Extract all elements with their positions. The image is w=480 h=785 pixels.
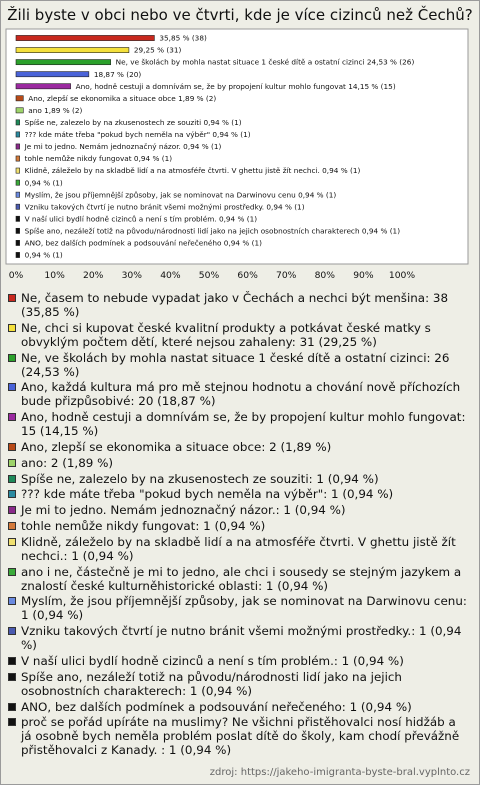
bar — [16, 132, 20, 137]
legend-swatch — [8, 538, 16, 546]
legend-swatch — [8, 627, 16, 635]
legend-text: Ne, časem to nebude vypadat jako v Čechách a nechci být menšina: 38 (35,85 %) — [21, 291, 449, 319]
legend-swatch — [8, 324, 16, 332]
bar — [16, 228, 20, 233]
bar — [16, 204, 20, 209]
bar-label: Spíše ne, zalezelo by na zkusenostech ze souziti 0,94 % (1) — [24, 117, 242, 127]
bar — [16, 252, 20, 257]
legend-swatch — [8, 522, 16, 530]
legend-swatch — [8, 506, 16, 514]
legend-item — [8, 291, 470, 319]
bar — [16, 144, 20, 149]
bar — [16, 72, 89, 77]
legend-swatch — [8, 490, 16, 498]
bar — [16, 240, 20, 245]
legend-swatch — [8, 703, 16, 711]
legend-item — [8, 456, 470, 470]
legend-item — [8, 594, 470, 622]
x-tick-label: 90% — [353, 270, 374, 281]
legend-item — [8, 487, 470, 501]
legend-text: Je mi to jedno. Nemám jednoznačný názor.: 1 (0,94 %) — [21, 503, 346, 518]
bar — [16, 47, 129, 52]
legend-swatch — [8, 294, 16, 302]
legend-item — [8, 519, 470, 533]
x-tick-label: 20% — [82, 270, 104, 281]
bar-label: Spíše ano, nezáleží totiž na původu/národnosti lidí jako na jejich osobnostních charakterech 0,94 % (1) — [24, 226, 401, 236]
legend-text: V naší ulici bydlí hodně cizinců a není s tím problém.: 1 (0,94 %) — [21, 653, 404, 668]
legend-text: Spíše ano, nezáleží totiž na původu/národnosti lidí jako na jejich osobnostních charakterech: 1 (0,94 %) — [21, 669, 402, 698]
bar — [16, 120, 20, 125]
bar-label: ANO, bez dalších podmínek a podsouvání neřečeného 0,94 % (1) — [24, 238, 262, 248]
legend-text: Ano, zlepší se ekonomika a situace obce: 2 (1,89 %) — [21, 439, 332, 454]
bar — [16, 108, 23, 113]
bar — [16, 168, 20, 173]
legend-swatch — [8, 657, 16, 665]
legend-text: Ano, každá kultura má pro mě stejnou hodnotu a chování nově příchozích bude přizpůsobivé: 20 (18,87 %) — [21, 380, 461, 409]
x-tick-label: 30% — [121, 270, 143, 281]
bar-label: 0,94 % (1) — [24, 250, 63, 260]
bar — [16, 192, 20, 197]
legend-text: proč se pořád upíráte na muslimy? Ne všichni přistěhovalci nosí hidžáb a já osobně bych neměla problém poslat dítě do školy, kam chodí převážně přistěhovalci z Kanady. : 1 (0,94 %) — [21, 715, 460, 758]
bar — [16, 60, 111, 65]
legend — [8, 291, 470, 759]
legend-item — [8, 472, 470, 486]
legend-item — [8, 440, 470, 454]
legend-item — [8, 700, 470, 714]
legend-text: Klidně, záleželo by na skladbě lidí a na atmosféře čtvrti. V ghettu jistě žít nechci.: 1 (0,94 %) — [21, 534, 456, 563]
x-tick-label: 10% — [44, 270, 65, 281]
legend-text: tohle nemůže nikdy fungovat: 1 (0,94 %) — [21, 518, 266, 533]
legend-text: ??? kde máte třeba "pokud bych neměla na výběr": 1 (0,94 %) — [21, 487, 394, 502]
bar — [16, 156, 20, 161]
legend-swatch — [8, 475, 16, 483]
bar — [16, 180, 20, 185]
bar-label: Je mi to jedno. Nemám jednoznačný názor. 0,94 % (1) — [24, 142, 222, 152]
legend-text: ano i ne, částečně je mi to jedno, ale chci i sousedy se stejným jazykem a znalostí české kulturněhistorické oblasti: 1 (0,94 %) — [21, 564, 462, 593]
legend-item — [8, 351, 470, 379]
bar-label: Ano, zlepší se ekonomika a situace obce 1,89 % (2) — [28, 93, 217, 103]
x-tick-label: 50% — [198, 270, 220, 281]
bar-label: tohle nemůže nikdy fungovat 0,94 % (1) — [24, 154, 173, 164]
legend-text: Ne, ve školách by mohla nastat situace 1 české dítě a ostatní cizinci: 26 (24,53 %) — [21, 350, 450, 379]
legend-text: Spíše ne, zalezelo by na zkusenostech ze souziti: 1 (0,94 %) — [21, 471, 379, 486]
chart-title: Žili byste v obci nebo ve čtvrti, kde je více cizinců než Čechů? — [7, 6, 473, 24]
bar — [16, 216, 20, 221]
legend-item — [8, 654, 470, 668]
legend-swatch — [8, 568, 16, 576]
legend-text: ano: 2 (1,89 %) — [21, 455, 114, 470]
legend-swatch — [8, 718, 16, 726]
legend-text: Ano, hodně cestuji a domnívám se, že by propojení kultur mohlo fungovat: 15 (14,15 %) — [21, 410, 466, 439]
bar-label: 0,94 % (1) — [24, 178, 63, 188]
legend-swatch — [8, 673, 16, 681]
legend-swatch — [8, 597, 16, 605]
legend-swatch — [8, 354, 16, 362]
bar-label: ano 1,89 % (2) — [28, 105, 83, 115]
x-tick-label: 60% — [237, 270, 258, 281]
x-tick-label: 70% — [275, 270, 297, 281]
bar-label: 18,87 % (20) — [93, 69, 142, 79]
legend-item — [8, 503, 470, 517]
legend-item — [8, 624, 470, 652]
legend-item — [8, 380, 470, 408]
bar-label: Ano, hodně cestuji a domnívám se, že by propojení kultur mohlo fungovat 14,15 % (15) — [75, 81, 396, 91]
bar — [16, 84, 71, 89]
bar-plot — [0, 0, 480, 290]
x-tick-label: 80% — [314, 270, 336, 281]
bar-label: Klidně, záleželo by na skladbě lidí a na atmosféře čtvrti. V ghettu jistě žít nechci. 0,94 % (1) — [24, 166, 361, 176]
bar — [16, 35, 154, 40]
legend-text: Myslím, že jsou příjemnější způsoby, jak se nominovat na Darwinovu cenu: 1 (0,94 %) — [21, 594, 467, 623]
x-tick-label: 40% — [160, 270, 181, 281]
bar-label: Ne, ve školách by mohla nastat situace 1 české dítě a ostatní cizinci 24,53 % (26) — [115, 57, 415, 67]
legend-item — [8, 321, 470, 349]
bar-label: 29,25 % (31) — [133, 45, 182, 55]
bar-label: 35,85 % (38) — [159, 33, 207, 43]
legend-text: Ne, chci si kupovat české kvalitní produkty a potkávat české matky s obvyklým počtem dětí, které nejsou zahaleny: 31 (29,25 %) — [21, 320, 431, 349]
bar-label: ??? kde máte třeba "pokud bych neměla na výběr" 0,94 % (1) — [24, 130, 251, 140]
legend-item — [8, 565, 470, 593]
legend-text: Vzniku takových čtvrtí je nutno bránit všemi možnými prostředky.: 1 (0,94 %) — [21, 624, 462, 653]
legend-swatch — [8, 413, 16, 421]
legend-item — [8, 715, 470, 757]
x-tick-label: 100% — [388, 270, 416, 281]
legend-swatch — [8, 443, 16, 451]
source-note: zdroj: https://jakeho-imigranta-byste-bral.vyplnto.cz — [209, 767, 470, 778]
legend-item — [8, 535, 470, 563]
legend-text: ANO, bez dalších podmínek a podsouvání neřečeného: 1 (0,94 %) — [21, 699, 412, 714]
legend-swatch — [8, 459, 16, 467]
legend-item — [8, 410, 470, 438]
x-tick-label: 0% — [8, 270, 24, 281]
bar-label: Myslím, že jsou příjemnější způsoby, jak se nominovat na Darwinovu cenu 0,94 % (1) — [24, 190, 337, 200]
legend-item — [8, 670, 470, 698]
bar-label: Vzniku takových čtvrtí je nutno bránit všemi možnými prostředky. 0,94 % (1) — [24, 202, 305, 212]
legend-swatch — [8, 383, 16, 391]
bar — [16, 96, 23, 101]
bar-label: V naší ulici bydlí hodně cizinců a není s tím problém. 0,94 % (1) — [24, 214, 258, 224]
